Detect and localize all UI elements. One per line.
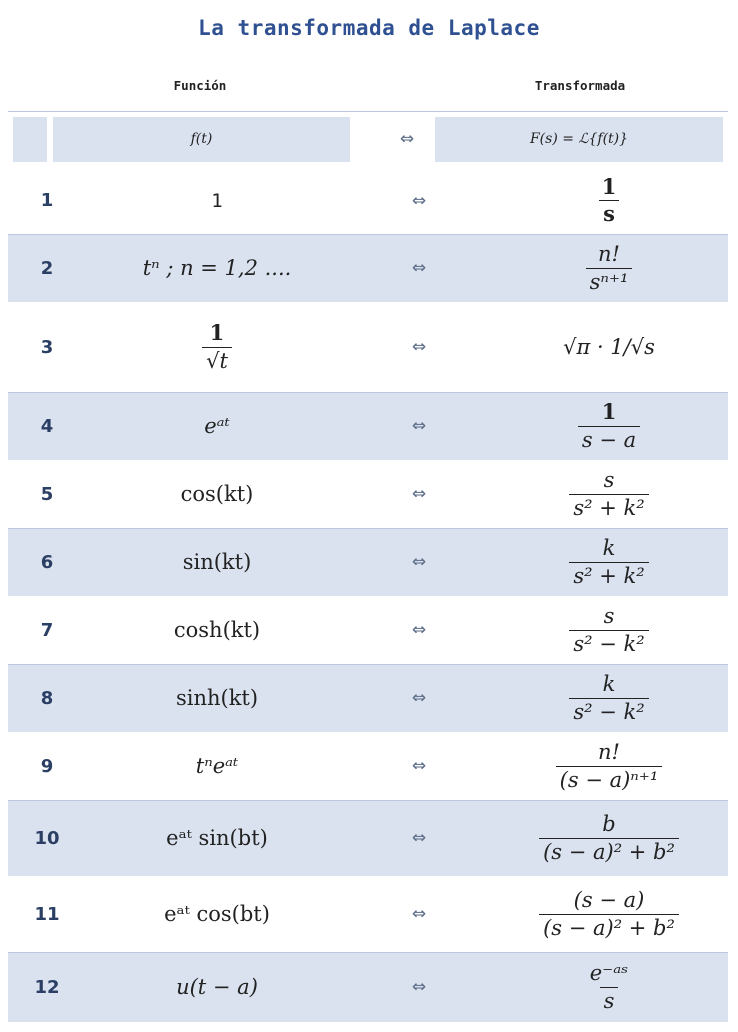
function-cell (86, 975, 348, 999)
transform-denominator: s (599, 200, 619, 226)
function-cell (86, 550, 348, 574)
table-row (8, 167, 728, 234)
transform-denominator: (s − a)² + b² (539, 914, 679, 940)
table-row (8, 302, 728, 392)
row-number: 6 (40, 551, 54, 573)
row-number: 4 (40, 415, 54, 437)
row-number: 10 (34, 827, 60, 849)
function-cell (86, 482, 348, 506)
transform-cell (490, 400, 728, 451)
transform-numerator: 1 (601, 173, 617, 199)
equivalence-arrow-icon: ⇔ (411, 552, 427, 572)
table-row (8, 528, 728, 596)
row-number: 5 (40, 483, 54, 505)
page-title: La transformada de Laplace (198, 16, 540, 40)
table-row (8, 732, 728, 800)
function-cell (86, 190, 348, 212)
transform-numerator: k (602, 536, 616, 561)
row-number: 3 (40, 336, 54, 358)
transform-cell (490, 740, 728, 791)
transform-denominator: sⁿ⁺¹ (586, 268, 633, 294)
equivalence-arrow-icon: ⇔ (411, 828, 427, 848)
function-expression: cos(kt) (180, 482, 254, 506)
transform-denominator: s² − k² (569, 630, 648, 656)
table-row (8, 392, 728, 460)
table-row (8, 952, 728, 1022)
function-expression: eᵃᵗ cos(bt) (164, 902, 270, 926)
equivalence-arrow-icon: ⇔ (411, 620, 427, 640)
transform-cell (490, 961, 728, 1012)
transform-numerator: n! (598, 740, 620, 765)
equivalence-arrow-icon: ⇔ (411, 904, 427, 924)
equivalence-arrow-icon: ⇔ (411, 756, 427, 776)
function-expression: eᵃᵗ (204, 414, 230, 438)
row-number: 2 (40, 257, 54, 279)
function-expression: sin(kt) (182, 550, 252, 574)
equivalence-arrow-icon: ⇔ (411, 977, 427, 997)
table-row (8, 800, 728, 876)
equivalence-arrow-icon: ⇔ (411, 258, 427, 278)
subheader-transform-label: F(s) = ℒ{f(t)} (529, 131, 629, 147)
transform-cell (490, 604, 728, 655)
row-number: 9 (40, 755, 54, 777)
table-row (8, 876, 728, 952)
header-divider (8, 111, 728, 112)
transform-cell (490, 468, 728, 519)
function-cell (86, 826, 348, 850)
table-row (8, 664, 728, 732)
subheader-function-label: f(t) (190, 131, 213, 147)
function-cell (86, 902, 348, 926)
equivalence-arrow-icon: ⇔ (399, 129, 415, 149)
equivalence-arrow-icon: ⇔ (411, 688, 427, 708)
function-numerator: 1 (209, 320, 225, 346)
transform-cell (490, 812, 728, 863)
function-expression: 1 (211, 189, 223, 212)
function-cell (86, 414, 348, 438)
transform-cell (490, 242, 728, 293)
transform-cell (490, 888, 728, 939)
transform-denominator: s² + k² (569, 562, 648, 588)
row-number: 8 (40, 687, 54, 709)
transform-cell (490, 335, 728, 359)
transform-cell (490, 672, 728, 723)
function-denominator: √t (202, 347, 232, 373)
transform-numerator: n! (598, 242, 620, 267)
equivalence-arrow-icon: ⇔ (411, 337, 427, 357)
laplace-table (8, 167, 728, 1022)
transform-numerator: (s − a) (573, 888, 645, 913)
transform-denominator: s² − k² (569, 698, 648, 724)
function-cell (86, 686, 348, 710)
transform-denominator: (s − a)ⁿ⁺¹ (556, 766, 663, 792)
row-number: 1 (40, 190, 54, 211)
row-number: 11 (34, 903, 60, 925)
transform-numerator: e⁻ᵃˢ (589, 961, 629, 986)
transform-denominator: (s − a)² + b² (539, 838, 679, 864)
function-expression: eᵃᵗ sin(bt) (166, 826, 268, 850)
transform-numerator: k (602, 672, 616, 697)
equivalence-arrow-icon: ⇔ (411, 484, 427, 504)
function-expression: tⁿ ; n = 1,2 .... (142, 256, 292, 280)
table-row (8, 234, 728, 302)
transform-numerator: b (602, 812, 616, 837)
transform-cell (490, 175, 728, 226)
transform-denominator: s − a (578, 426, 640, 452)
table-row (8, 460, 728, 528)
row-number: 7 (40, 619, 54, 641)
transform-cell (490, 536, 728, 587)
transform-expression: √π · 1/√s (563, 335, 655, 359)
function-cell (86, 256, 348, 280)
column-header-transform: Transformada (534, 78, 626, 93)
row-number: 12 (34, 976, 60, 998)
transform-denominator: s² + k² (569, 494, 648, 520)
function-expression: u(t − a) (176, 975, 258, 999)
table-row (8, 596, 728, 664)
column-header-function: Función (173, 78, 227, 93)
transform-numerator: s (603, 468, 615, 493)
equivalence-arrow-icon: ⇔ (411, 416, 427, 436)
function-expression: cosh(kt) (173, 618, 261, 642)
transform-numerator: 1 (601, 399, 617, 425)
transform-denominator: s (600, 987, 619, 1013)
function-cell (86, 754, 348, 778)
function-expression: tⁿeᵃᵗ (195, 754, 239, 778)
function-expression: sinh(kt) (175, 686, 259, 710)
function-cell (86, 618, 348, 642)
subheader-index-cell (13, 117, 47, 162)
function-cell (86, 321, 348, 372)
transform-numerator: s (603, 604, 615, 629)
equivalence-arrow-icon: ⇔ (411, 190, 427, 211)
